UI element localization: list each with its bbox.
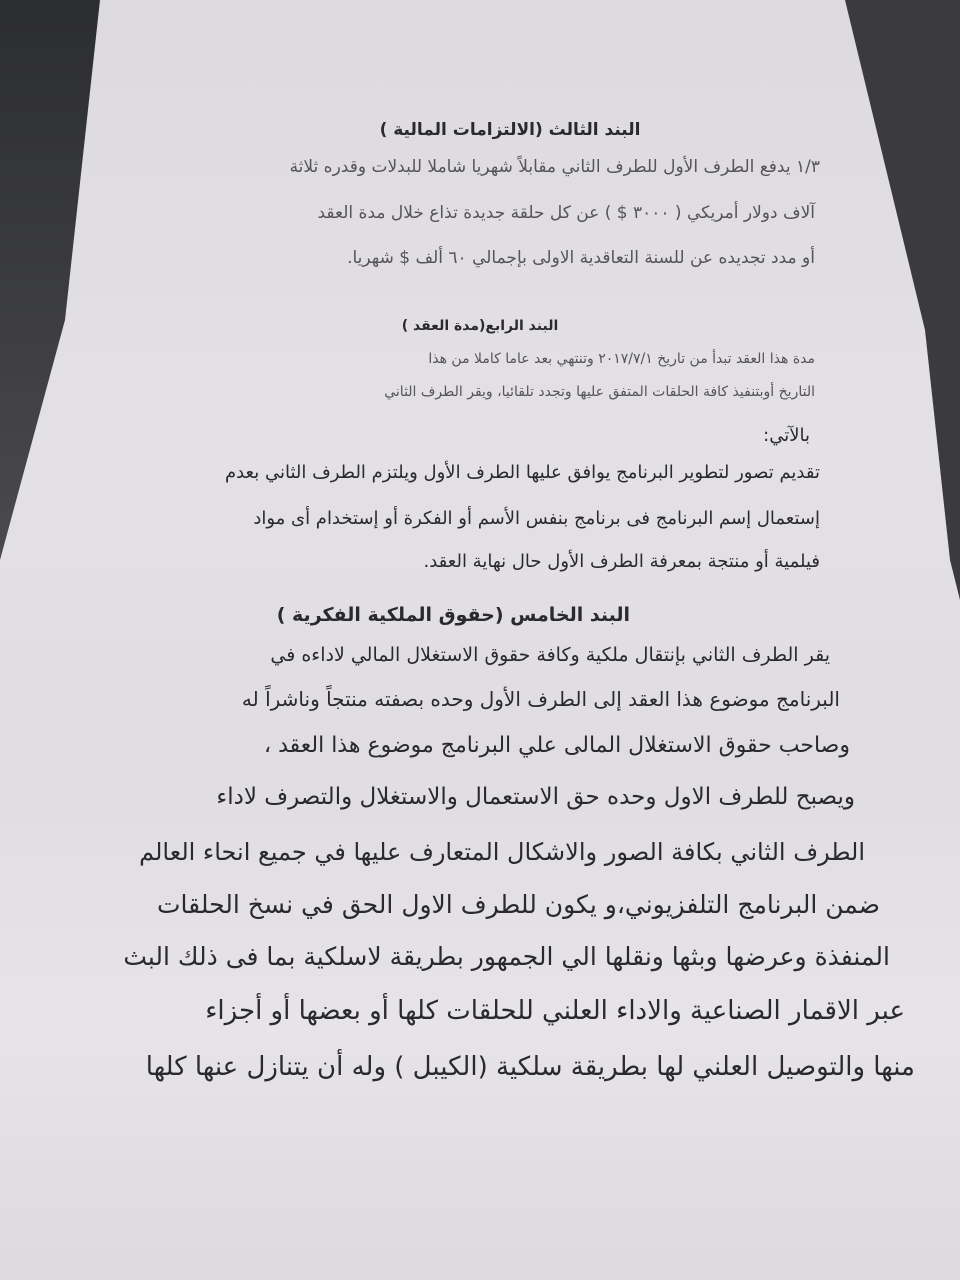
section-5-line-2: البرنامج موضوع هذا العقد إلى الطرف الأول وحده بصفته منتجاً وناشراً له bbox=[241, 687, 840, 711]
section-3-heading: البند الثالث (الالتزامات المالية ) bbox=[379, 120, 641, 140]
section-4-line-5: إستعمال إسم البرنامج فى برنامج بنفس الأسم أو الفكرة أو إستخدام أى مواد bbox=[253, 508, 820, 529]
section-5-line-1: يقر الطرف الثاني بإنتقال ملكية وكافة حقوق الاستغلال المالي لاداءه في bbox=[270, 644, 830, 666]
section-3-line-3: أو مدد تجديده عن للسنة التعاقدية الاولى بإجمالي ٦٠ ألف $ شهريا. bbox=[347, 248, 815, 268]
section-5-line-9: منها والتوصيل العلني لها بطريقة سلكية (الكيبل ) وله أن يتنازل عنها كلها bbox=[145, 1052, 915, 1082]
section-5-line-3: وصاحب حقوق الاستغلال المالى علي البرنامج موضوع هذا العقد ، bbox=[264, 733, 850, 758]
section-3-line-2: آلاف دولار أمريكي ( ٣٠٠٠ $ ) عن كل حلقة جديدة تذاع خلال مدة العقد bbox=[317, 203, 815, 223]
section-4-heading: البند الرابع(مدة العقد ) bbox=[401, 318, 559, 334]
section-4-line-1: مدة هذا العقد تبدأ من تاريخ ٢٠١٧/٧/١ وتنتهي بعد عاما كاملا من هذا bbox=[428, 351, 815, 367]
section-5-line-6: ضمن البرنامج التلفزيوني،و يكون للطرف الاول الحق في نسخ الحلقات bbox=[157, 890, 880, 919]
section-5-line-4: ويصبح للطرف الاول وحده حق الاستعمال والاستغلال والتصرف لاداء bbox=[216, 784, 855, 810]
section-4-line-6: فيلمية أو منتجة بمعرفة الطرف الأول حال نهاية العقد. bbox=[423, 551, 820, 572]
section-5-line-8: عبر الاقمار الصناعية والاداء العلني للحلقات كلها أو بعضها أو أجزاء bbox=[205, 996, 905, 1026]
section-4-line-2: التاريخ أوبتنفيذ كافة الحلقات المتفق عليها وتجدد تلقائيا، ويقر الطرف الثاني bbox=[384, 384, 815, 400]
section-5-line-5: الطرف الثاني بكافة الصور والاشكال المتعارف عليها في جميع انحاء العالم bbox=[139, 838, 865, 866]
section-5-heading: البند الخامس (حقوق الملكية الفكرية ) bbox=[276, 604, 630, 626]
section-3-line-1: ١/٣ يدفع الطرف الأول للطرف الثاني مقابلاً شهريا شاملا للبدلات وقدره ثلاثة bbox=[289, 157, 820, 177]
section-4-line-3: بالآتي: bbox=[763, 425, 810, 446]
section-5-line-7: المنفذة وعرضها وبثها ونقلها الي الجمهور بطريقة لاسلكية بما فى ذلك البث bbox=[123, 942, 890, 971]
section-4-line-4: تقديم تصور لتطوير البرنامج يوافق عليها الطرف الأول ويلتزم الطرف الثاني بعدم bbox=[224, 462, 820, 483]
